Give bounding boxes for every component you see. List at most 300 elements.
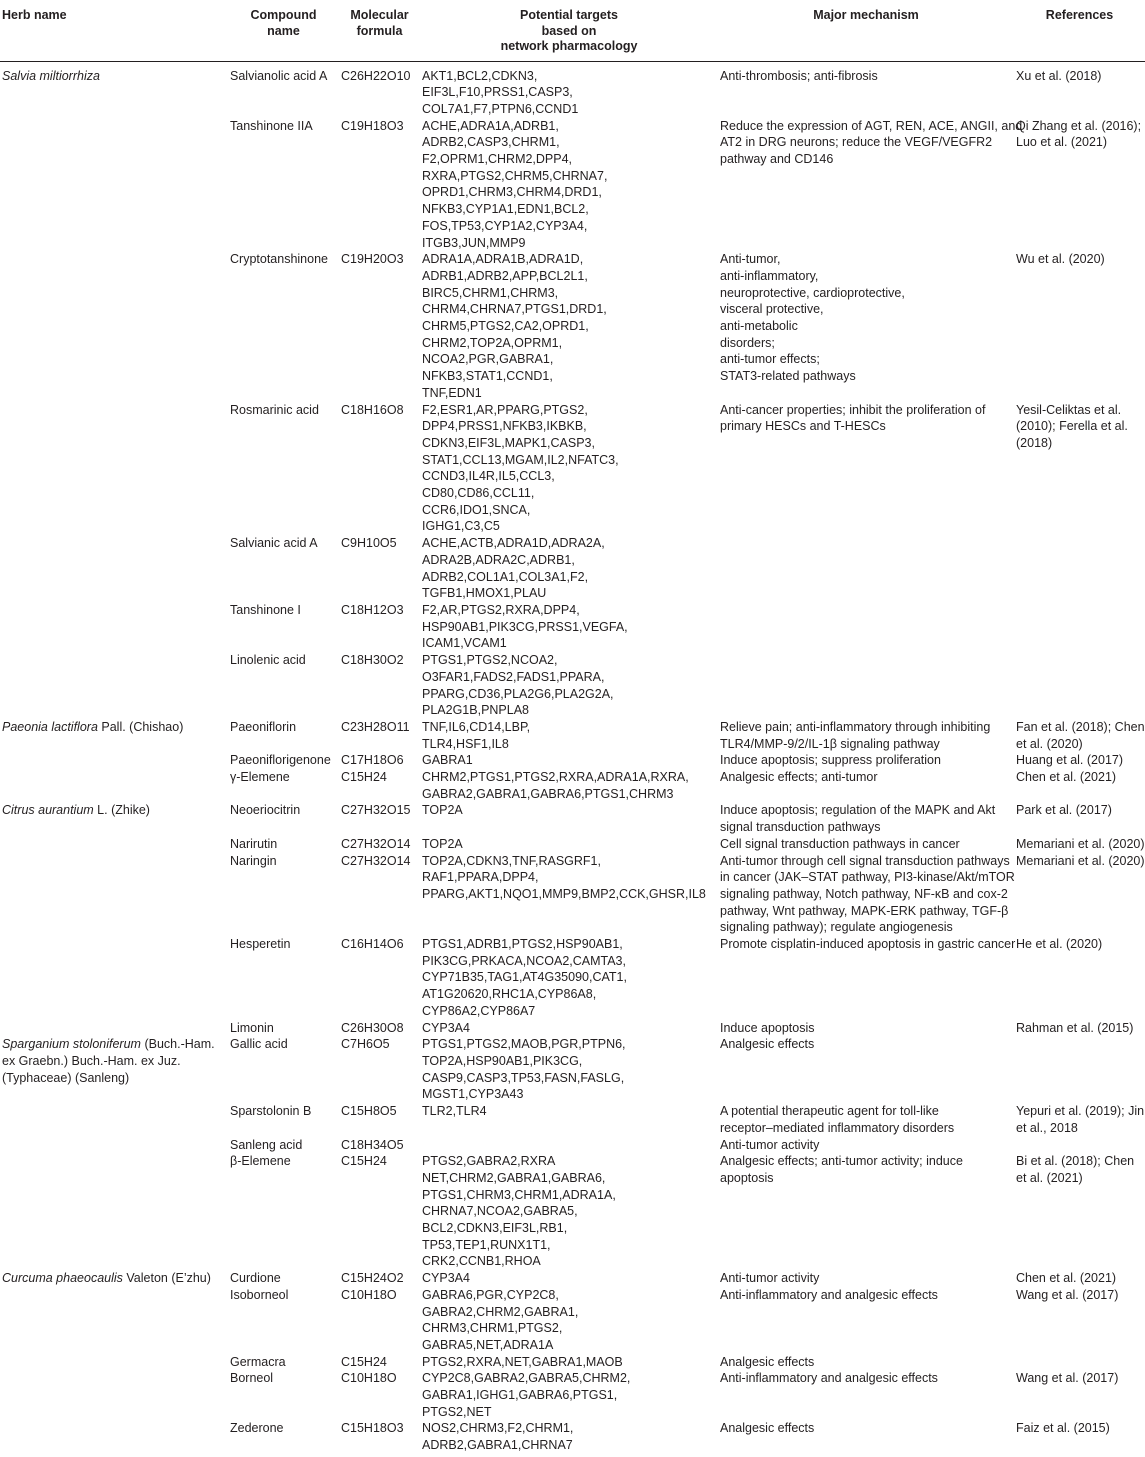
header-compound-line: Compound bbox=[250, 8, 317, 22]
target-line: ACHE,ADRA1A,ADRB1, bbox=[422, 118, 559, 133]
target-line: GABRA1,IGHG1,GABRA6,PTGS1, bbox=[422, 1388, 618, 1403]
herb-name-cell bbox=[0, 936, 228, 1020]
target-line: RXRA,PTGS2,CHRM5,CHRNA7, bbox=[422, 168, 608, 183]
herb-latin-name: Sparganium stoloniferum bbox=[2, 1037, 141, 1052]
reference-line: Faiz et al. (2015) bbox=[1016, 1421, 1110, 1436]
references-cell bbox=[1014, 1287, 1145, 1354]
table-row bbox=[0, 535, 1145, 602]
target-line: CYP3A4 bbox=[422, 1020, 470, 1035]
target-line: PTGS1,PTGS2,NCOA2, bbox=[422, 653, 558, 668]
target-line: PTGS2,NET bbox=[422, 1404, 492, 1419]
target-line: F2,AR,PTGS2,RXRA,DPP4, bbox=[422, 603, 580, 617]
molecular-formula-cell: C10H18O bbox=[341, 1287, 397, 1302]
table-row bbox=[0, 251, 1145, 401]
target-line: TLR2,TLR4 bbox=[422, 1104, 487, 1119]
compound-name-cell: Borneol bbox=[230, 1371, 274, 1386]
mechanism-line: Analgesic effects; anti-tumor activity; induce bbox=[720, 1154, 963, 1169]
major-mechanism-cell bbox=[718, 836, 1014, 853]
table-row bbox=[0, 652, 1145, 719]
target-line: ACHE,ACTB,ADRA1D,ADRA2A, bbox=[422, 536, 605, 551]
target-line: CYP3A4 bbox=[422, 1271, 470, 1286]
target-line: ADRB2,CASP3,CHRM1, bbox=[422, 135, 560, 150]
target-line: COL7A1,F7,PTPN6,CCND1 bbox=[422, 101, 579, 116]
mechanism-line: Analgesic effects; anti-tumor bbox=[720, 770, 878, 785]
references-cell bbox=[1014, 1137, 1145, 1154]
major-mechanism-cell bbox=[718, 1137, 1014, 1154]
mechanism-line: Analgesic effects bbox=[720, 1421, 815, 1436]
references-cell bbox=[1014, 1270, 1145, 1287]
mechanism-line: Induce apoptosis; regulation of the MAPK and Akt bbox=[720, 803, 996, 818]
reference-line: (2018) bbox=[1016, 435, 1053, 450]
herb-name-cell bbox=[0, 1370, 228, 1420]
compound-name-cell: Narirutin bbox=[230, 836, 278, 851]
potential-targets-cell bbox=[420, 251, 718, 401]
target-line: CDKN3,EIF3L,MAPK1,CASP3, bbox=[422, 435, 595, 450]
molecular-formula-cell: C15H24 bbox=[341, 770, 387, 785]
references-cell bbox=[1014, 802, 1145, 835]
table-row bbox=[0, 802, 1145, 835]
reference-line: Wang et al. (2017) bbox=[1016, 1371, 1119, 1386]
major-mechanism-cell bbox=[718, 1036, 1014, 1103]
table-row bbox=[0, 1270, 1145, 1287]
major-mechanism-cell bbox=[718, 719, 1014, 752]
mechanism-line: Anti-cancer properties; inhibit the proliferation of bbox=[720, 402, 986, 417]
target-line: PTGS2,RXRA,NET,GABRA1,MAOB bbox=[422, 1354, 623, 1369]
reference-line: Memariani et al. (2020) bbox=[1016, 836, 1145, 851]
potential-targets-cell bbox=[420, 802, 718, 835]
herb-name-cell bbox=[0, 535, 228, 602]
mechanism-line: in cancer (JAK–STAT pathway, PI3-kinase/Akt/mTOR bbox=[720, 870, 1015, 885]
reference-line: Yesil-Celiktas et al. bbox=[1016, 402, 1122, 417]
reference-line: Chen et al. (2021) bbox=[1016, 1271, 1117, 1286]
compound-name-cell: Isoborneol bbox=[230, 1287, 289, 1302]
mechanism-line: A potential therapeutic agent for toll-like bbox=[720, 1104, 939, 1119]
target-line: FOS,TP53,CYP1A2,CYP3A4, bbox=[422, 218, 588, 233]
mechanism-line: signaling pathway); regulate angiogenesis bbox=[720, 920, 953, 935]
compound-name-cell: Naringin bbox=[230, 853, 277, 868]
references-cell bbox=[1014, 1020, 1145, 1037]
references-cell bbox=[1014, 836, 1145, 853]
reference-line: Xu et al. (2018) bbox=[1016, 68, 1102, 83]
table-header bbox=[0, 0, 1145, 61]
herb-name-cell bbox=[0, 752, 228, 769]
molecular-formula-cell: C27H32O14 bbox=[341, 836, 411, 851]
target-line: CYP2C8,GABRA2,GABRA5,CHRM2, bbox=[422, 1371, 631, 1386]
references-cell bbox=[1014, 652, 1145, 719]
mechanism-line: anti-metabolic bbox=[720, 319, 798, 334]
reference-line: Luo et al. (2021) bbox=[1016, 135, 1108, 150]
potential-targets-cell bbox=[420, 1287, 718, 1354]
target-line: NFKB3,STAT1,CCND1, bbox=[422, 369, 553, 384]
target-line: RAF1,PPARA,DPP4, bbox=[422, 870, 539, 885]
references-cell bbox=[1014, 769, 1145, 802]
compound-name-cell: Salvianolic acid A bbox=[230, 68, 328, 83]
reference-line: Chen et al. (2021) bbox=[1016, 770, 1117, 785]
major-mechanism-cell bbox=[718, 61, 1014, 118]
header-formula-line: Molecular bbox=[350, 8, 409, 22]
reference-line: He et al. (2020) bbox=[1016, 937, 1103, 952]
herb-name-cell bbox=[0, 853, 228, 937]
herb-name-cell bbox=[0, 1354, 228, 1371]
compound-name-cell: Sparstolonin B bbox=[230, 1104, 312, 1119]
herb-name-cell bbox=[0, 251, 228, 401]
herb-latin-name: Citrus aurantium bbox=[2, 803, 94, 818]
herb-latin-name: Curcuma phaeocaulis bbox=[2, 1271, 123, 1286]
target-line: CCR6,IDO1,SNCA, bbox=[422, 502, 531, 517]
target-line: PLA2G1B,PNPLA8 bbox=[422, 703, 530, 718]
mechanism-line: Anti-thrombosis; anti-fibrosis bbox=[720, 68, 878, 83]
herb-common-name: L. (Zhike) bbox=[93, 803, 150, 818]
reference-line: Bi et al. (2018); Chen bbox=[1016, 1154, 1135, 1169]
target-line: CHRM5,PTGS2,CA2,OPRD1, bbox=[422, 319, 589, 334]
compound-name-cell: Zederone bbox=[230, 1421, 284, 1436]
target-line: ADRA1A,ADRA1B,ADRA1D, bbox=[422, 252, 584, 267]
target-line: CASP9,CASP3,TP53,FASN,FASLG, bbox=[422, 1070, 625, 1085]
compound-name-cell: Curdione bbox=[230, 1271, 281, 1286]
major-mechanism-cell bbox=[718, 802, 1014, 835]
mechanism-line: Analgesic effects bbox=[720, 1354, 815, 1369]
herb-name-cell bbox=[0, 602, 228, 652]
mechanism-line: anti-tumor effects; bbox=[720, 352, 820, 367]
references-cell bbox=[1014, 1036, 1145, 1103]
compound-name-cell: Germacra bbox=[230, 1354, 286, 1369]
major-mechanism-cell bbox=[718, 1103, 1014, 1136]
target-line: CYP86A2,CYP86A7 bbox=[422, 1003, 536, 1018]
target-line: ADRA2B,ADRA2C,ADRB1, bbox=[422, 552, 575, 567]
reference-line: Rahman et al. (2015) bbox=[1016, 1020, 1134, 1035]
mechanism-line: receptor–mediated inflammatory disorders bbox=[720, 1120, 955, 1135]
herb-name-cell bbox=[0, 1020, 228, 1037]
references-cell bbox=[1014, 251, 1145, 401]
target-line: BCL2,CDKN3,EIF3L,RB1, bbox=[422, 1221, 568, 1236]
herb-name-cell bbox=[0, 802, 228, 835]
references-cell bbox=[1014, 1153, 1145, 1270]
table-body bbox=[0, 61, 1145, 1454]
reference-line: (2010); Ferella et al. bbox=[1016, 419, 1128, 434]
references-cell bbox=[1014, 752, 1145, 769]
potential-targets-cell bbox=[420, 752, 718, 769]
table-row bbox=[0, 853, 1145, 937]
target-line: PPARG,CD36,PLA2G6,PLA2G2A, bbox=[422, 686, 614, 701]
potential-targets-cell bbox=[420, 652, 718, 719]
target-line: TGFB1,HMOX1,PLAU bbox=[422, 586, 547, 601]
reference-line: Fan et al. (2018); Chen bbox=[1016, 719, 1145, 734]
potential-targets-cell bbox=[420, 602, 718, 652]
target-line: GABRA2,CHRM2,GABRA1, bbox=[422, 1304, 579, 1319]
target-line: TNF,IL6,CD14,LBP, bbox=[422, 719, 531, 734]
target-line: GABRA2,GABRA1,GABRA6,PTGS1,CHRM3 bbox=[422, 786, 674, 801]
references-cell bbox=[1014, 535, 1145, 602]
table-row bbox=[0, 719, 1145, 752]
herb-name-cell bbox=[0, 652, 228, 719]
table-row bbox=[0, 1287, 1145, 1354]
mechanism-line: Anti-inflammatory and analgesic effects bbox=[720, 1287, 938, 1302]
major-mechanism-cell bbox=[718, 1020, 1014, 1037]
header-compound-line: name bbox=[267, 23, 300, 38]
potential-targets-cell bbox=[420, 118, 718, 252]
molecular-formula-cell: C7H6O5 bbox=[341, 1037, 390, 1052]
potential-targets-cell bbox=[420, 535, 718, 602]
target-line: GABRA5,NET,ADRA1A bbox=[422, 1337, 554, 1352]
molecular-formula-cell: C27H32O15 bbox=[341, 803, 411, 818]
target-line: TP53,TEP1,RUNX1T1, bbox=[422, 1237, 551, 1252]
molecular-formula-cell: C18H34O5 bbox=[341, 1137, 404, 1152]
mechanism-line: Anti-inflammatory and analgesic effects bbox=[720, 1371, 938, 1386]
target-line: ADRB1,ADRB2,APP,BCL2L1, bbox=[422, 268, 588, 283]
potential-targets-cell bbox=[420, 1420, 718, 1453]
mechanism-line: primary HESCs and T-HESCs bbox=[720, 419, 886, 434]
target-line: AKT1,BCL2,CDKN3, bbox=[422, 68, 538, 83]
table-row bbox=[0, 1036, 1145, 1103]
target-line: DPP4,PRSS1,NFKB3,IKBKB, bbox=[422, 419, 587, 434]
major-mechanism-cell bbox=[718, 936, 1014, 1020]
molecular-formula-cell: C18H30O2 bbox=[341, 653, 404, 668]
molecular-formula-cell: C15H24O2 bbox=[341, 1271, 404, 1286]
target-line: TOP2A,CDKN3,TNF,RASGRF1, bbox=[422, 853, 601, 868]
target-line: GABRA1 bbox=[422, 753, 473, 768]
header-formula-line: formula bbox=[356, 23, 403, 38]
major-mechanism-cell bbox=[718, 853, 1014, 937]
potential-targets-cell bbox=[420, 1153, 718, 1270]
major-mechanism-cell bbox=[718, 118, 1023, 252]
molecular-formula-cell: C26H22O10 bbox=[341, 68, 411, 83]
mechanism-line: Anti-tumor activity bbox=[720, 1271, 820, 1286]
potential-targets-cell bbox=[420, 1370, 718, 1420]
header-targets-line: Potential targets bbox=[520, 8, 618, 22]
references-cell bbox=[1014, 1103, 1145, 1136]
target-line: OPRD1,CHRM3,CHRM4,DRD1, bbox=[422, 185, 602, 200]
major-mechanism-cell bbox=[718, 652, 1014, 719]
target-line: EIF3L,F10,PRSS1,CASP3, bbox=[422, 85, 573, 100]
major-mechanism-cell bbox=[718, 1270, 1014, 1287]
target-line: NOS2,CHRM3,F2,CHRM1, bbox=[422, 1421, 574, 1436]
compound-name-cell: Tanshinone IIA bbox=[230, 118, 313, 133]
mechanism-line: Promote cisplatin-induced apoptosis in gastric cancer bbox=[720, 937, 1016, 952]
major-mechanism-cell bbox=[718, 752, 1014, 769]
major-mechanism-cell bbox=[718, 1354, 1014, 1371]
target-line: PTGS1,PTGS2,MAOB,PGR,PTPN6, bbox=[422, 1037, 626, 1052]
herb-common-name: Valeton (E’zhu) bbox=[122, 1271, 211, 1286]
reference-line: et al. (2021) bbox=[1016, 1170, 1083, 1185]
reference-line: Yepuri et al. (2019); Jin bbox=[1016, 1104, 1145, 1119]
compound-name-cell: Salvianic acid A bbox=[230, 536, 318, 551]
molecular-formula-cell: C9H10O5 bbox=[341, 536, 397, 551]
herb-name-cell bbox=[0, 1103, 228, 1136]
target-line: CHRM2,PTGS1,PTGS2,RXRA,ADRA1A,RXRA, bbox=[422, 770, 689, 785]
mechanism-line: AT2 in DRG neurons; reduce the VEGF/VEGFR2 bbox=[720, 135, 993, 150]
mechanism-line: signaling pathway, Notch pathway, NF-κB and cox-2 bbox=[720, 886, 1008, 901]
compound-name-cell: Rosmarinic acid bbox=[230, 402, 319, 417]
target-line: ADRB2,COL1A1,COL3A1,F2, bbox=[422, 569, 589, 584]
header-compound-name bbox=[228, 0, 339, 61]
molecular-formula-cell: C15H24 bbox=[341, 1354, 387, 1369]
mechanism-line: visceral protective, bbox=[720, 302, 824, 317]
table-row bbox=[0, 118, 1145, 252]
table-row bbox=[0, 1103, 1145, 1136]
header-major-mechanism: Major mechanism bbox=[718, 0, 1014, 61]
molecular-formula-cell: C15H8O5 bbox=[341, 1104, 397, 1119]
herb-name-cell bbox=[0, 1137, 228, 1154]
references-cell bbox=[1014, 1420, 1145, 1453]
target-line: PTGS2,GABRA2,RXRA bbox=[422, 1154, 556, 1169]
compound-name-cell: β-Elemene bbox=[230, 1154, 291, 1169]
table-row bbox=[0, 1020, 1145, 1037]
mechanism-line: Reduce the expression of AGT, REN, ACE, ANGII, and bbox=[720, 118, 1023, 133]
reference-line: Qi Zhang et al. (2016); bbox=[1016, 118, 1142, 133]
target-line: ICAM1,VCAM1 bbox=[422, 636, 507, 651]
table-row bbox=[0, 1420, 1145, 1453]
target-line: TOP2A bbox=[422, 836, 463, 851]
mechanism-line: signal transduction pathways bbox=[720, 820, 881, 835]
target-line: NCOA2,PGR,GABRA1, bbox=[422, 352, 554, 367]
herb-name-cell bbox=[0, 769, 228, 802]
target-line: BIRC5,CHRM1,CHRM3, bbox=[422, 285, 559, 300]
potential-targets-cell bbox=[420, 1354, 718, 1371]
reference-line: Huang et al. (2017) bbox=[1016, 753, 1124, 768]
target-line: HSP90AB1,PIK3CG,PRSS1,VEGFA, bbox=[422, 619, 628, 634]
mechanism-line: neuroprotective, cardioprotective, bbox=[720, 285, 905, 300]
molecular-formula-cell: C26H30O8 bbox=[341, 1020, 404, 1035]
references-cell bbox=[1014, 402, 1145, 536]
potential-targets-cell bbox=[420, 402, 718, 536]
target-line: TOP2A bbox=[422, 803, 463, 818]
table-row bbox=[0, 769, 1145, 802]
mechanism-line: apoptosis bbox=[720, 1170, 774, 1185]
references-cell bbox=[1014, 602, 1145, 652]
major-mechanism-cell bbox=[718, 602, 1014, 652]
compound-name-cell: Tanshinone I bbox=[230, 603, 301, 617]
header-potential-targets bbox=[420, 0, 718, 61]
compound-name-cell: Hesperetin bbox=[230, 937, 291, 952]
table-row bbox=[0, 1354, 1145, 1371]
target-line: TOP2A,HSP90AB1,PIK3CG, bbox=[422, 1053, 583, 1068]
references-cell bbox=[1014, 719, 1145, 752]
potential-targets-cell bbox=[420, 61, 718, 118]
mechanism-line: anti-inflammatory, bbox=[720, 268, 819, 283]
mechanism-line: Induce apoptosis bbox=[720, 1020, 815, 1035]
references-cell bbox=[1014, 853, 1145, 937]
mechanism-line: disorders; bbox=[720, 335, 775, 350]
mechanism-line: Anti-tumor through cell signal transduction pathways bbox=[720, 853, 1010, 868]
table-row bbox=[0, 836, 1145, 853]
mechanism-line: Relieve pain; anti-inflammatory through inhibiting bbox=[720, 719, 991, 734]
header-targets-line: based on bbox=[541, 23, 597, 38]
potential-targets-cell bbox=[420, 836, 718, 853]
table-row bbox=[0, 936, 1145, 1020]
target-line: TNF,EDN1 bbox=[422, 385, 482, 400]
molecular-formula-cell: C17H18O6 bbox=[341, 753, 404, 768]
reference-line: Wu et al. (2020) bbox=[1016, 252, 1105, 267]
target-line: CYP71B35,TAG1,AT4G35090,CAT1, bbox=[422, 970, 627, 985]
herb-name-cell bbox=[0, 1287, 228, 1354]
table-row bbox=[0, 602, 1145, 652]
compound-name-cell: Limonin bbox=[230, 1020, 274, 1035]
table-row bbox=[0, 1153, 1145, 1270]
target-line: TLR4,HSF1,IL8 bbox=[422, 736, 509, 751]
target-line: PTGS1,CHRM3,CHRM1,ADRA1A, bbox=[422, 1187, 616, 1202]
molecular-formula-cell: C23H28O11 bbox=[341, 719, 410, 734]
target-line: ADRB2,GABRA1,CHRNA7 bbox=[422, 1438, 573, 1453]
potential-targets-cell bbox=[420, 1270, 718, 1287]
target-line: NFKB3,CYP1A1,EDN1,BCL2, bbox=[422, 202, 589, 217]
mechanism-line: pathway and CD146 bbox=[720, 152, 834, 167]
molecular-formula-cell: C16H14O6 bbox=[341, 937, 404, 952]
target-line: O3FAR1,FADS2,FADS1,PPARA, bbox=[422, 669, 605, 684]
target-line: CD80,CD86,CCL11, bbox=[422, 486, 535, 501]
reference-line: Wang et al. (2017) bbox=[1016, 1287, 1119, 1302]
herb-name-cell bbox=[0, 836, 228, 853]
table-row bbox=[0, 1370, 1145, 1420]
compound-name-cell: Neoeriocitrin bbox=[230, 803, 301, 818]
target-line: CHRNA7,NCOA2,GABRA5, bbox=[422, 1204, 578, 1219]
molecular-formula-cell: C27H32O14 bbox=[341, 853, 411, 868]
molecular-formula-cell: C19H20O3 bbox=[341, 252, 404, 267]
header-references: References bbox=[1014, 0, 1145, 61]
mechanism-line: Analgesic effects bbox=[720, 1037, 815, 1052]
potential-targets-cell bbox=[420, 853, 718, 937]
target-line: CRK2,CCNB1,RHOA bbox=[422, 1254, 541, 1269]
table-row bbox=[0, 61, 1145, 118]
table-row bbox=[0, 752, 1145, 769]
compound-name-cell: Paeoniflorigenone bbox=[230, 753, 331, 768]
major-mechanism-cell bbox=[718, 769, 1014, 802]
potential-targets-cell bbox=[420, 1036, 718, 1103]
mechanism-line: Anti-tumor activity bbox=[720, 1137, 820, 1152]
compound-name-cell: Linolenic acid bbox=[230, 653, 306, 668]
molecular-formula-cell: C10H18O bbox=[341, 1371, 397, 1386]
reference-line: et al. (2020) bbox=[1016, 736, 1083, 751]
compound-name-cell: Gallic acid bbox=[230, 1037, 288, 1052]
target-line: GABRA6,PGR,CYP2C8, bbox=[422, 1287, 559, 1302]
reference-line: et al., 2018 bbox=[1016, 1120, 1078, 1135]
target-line: CCND3,IL4R,IL5,CCL3, bbox=[422, 469, 555, 484]
herb-common-name: Pall. (Chishao) bbox=[97, 719, 184, 734]
references-cell bbox=[1014, 1354, 1145, 1371]
major-mechanism-cell bbox=[718, 535, 1014, 602]
target-line: STAT1,CCL13,MGAM,IL2,NFATC3, bbox=[422, 452, 619, 467]
molecular-formula-cell: C19H18O3 bbox=[341, 118, 404, 133]
target-line: CHRM3,CHRM1,PTGS2, bbox=[422, 1321, 563, 1336]
herb-latin-name: Salvia miltiorrhiza bbox=[2, 68, 100, 83]
target-line: IGHG1,C3,C5 bbox=[422, 519, 500, 534]
table-row bbox=[0, 1137, 1145, 1154]
header-targets-line: network pharmacology bbox=[500, 39, 638, 53]
potential-targets-cell bbox=[420, 1103, 718, 1136]
mechanism-line: STAT3-related pathways bbox=[720, 369, 856, 384]
compound-name-cell: γ-Elemene bbox=[230, 770, 290, 785]
herb-name-cell bbox=[0, 1270, 228, 1287]
target-line: F2,OPRM1,CHRM2,DPP4, bbox=[422, 152, 573, 167]
herb-name-cell bbox=[0, 1036, 228, 1103]
target-line: CHRM4,CHRNA7,PTGS1,DRD1, bbox=[422, 302, 607, 317]
herb-common-name: (Buch.-Ham. ex Graebn.) Buch.-Ham. ex Juz. (Typhaceae) (Sanleng) bbox=[2, 1037, 215, 1085]
mechanism-line: TLR4/MMP-9/2/IL-1β signaling pathway bbox=[720, 736, 940, 751]
herb-latin-name: Paeonia lactiflora bbox=[2, 719, 98, 734]
compound-name-cell: Cryptotanshinone bbox=[230, 252, 328, 267]
major-mechanism-cell bbox=[718, 1153, 1014, 1270]
target-line: ITGB3,JUN,MMP9 bbox=[422, 235, 526, 250]
potential-targets-cell bbox=[420, 936, 718, 1020]
molecular-formula-cell: C18H12O3 bbox=[341, 603, 404, 617]
herb-name-cell bbox=[0, 1153, 228, 1270]
major-mechanism-cell bbox=[718, 402, 1014, 536]
herb-name-cell bbox=[0, 719, 228, 752]
references-cell bbox=[1014, 1370, 1145, 1420]
reference-line: Memariani et al. (2020) bbox=[1016, 853, 1145, 868]
major-mechanism-cell bbox=[718, 251, 1014, 401]
target-line: PTGS1,ADRB1,PTGS2,HSP90AB1, bbox=[422, 937, 623, 952]
herb-name-cell bbox=[0, 1420, 228, 1453]
